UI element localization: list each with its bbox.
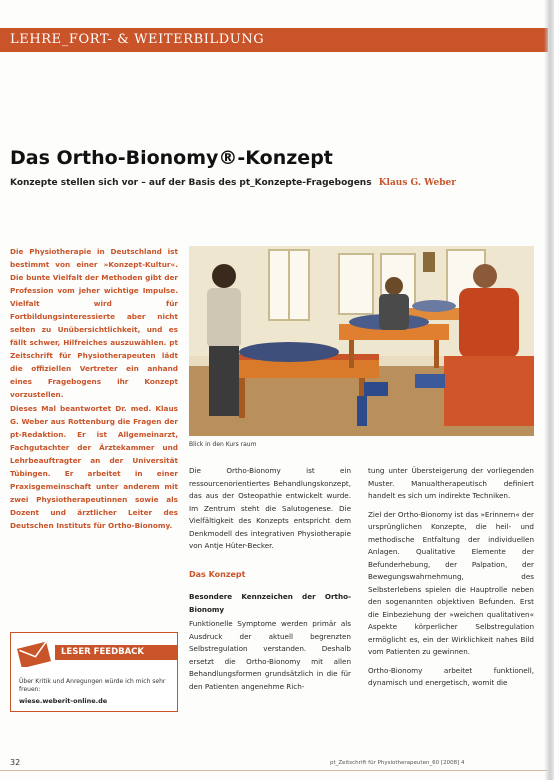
photo-caption: Blick in den Kurs raum bbox=[189, 441, 257, 448]
body-paragraph: Die Ortho-Bionomy ist ein ressourcenorientiertes Behandlungskonzept, das aus der Osteopathie entwickelt wurde. Im Zentrum steht die Salutogenese. Die Vielfältigkeit des Konzepts entspricht dem Denkmodell des integrativen Physiotherapie von Antje Hüter-Becker. bbox=[189, 466, 351, 550]
body-paragraph: Funktionelle Symptome werden primär als Ausdruck der aktuell begrenzten Selbstregulation verstanden. Deshalb ersetzt die Ortho-Bionomy mit allen Behandlungsformen grundsätzlich in die für den Patienten angenehme Rich- bbox=[189, 619, 351, 691]
body-paragraph: Ortho-Bionomy arbeitet funktionell, dynamisch und energetisch, womit die bbox=[368, 665, 534, 687]
reader-feedback-box bbox=[10, 632, 178, 712]
feedback-text: Über Kritik und Anregungen würde ich mich sehr freuen: bbox=[19, 678, 166, 693]
feedback-link[interactable]: wiese.weberit-online.de bbox=[19, 697, 108, 705]
body-column-left bbox=[189, 465, 351, 699]
section-heading: Das Konzept bbox=[189, 569, 246, 579]
journal-footer: pt_Zeitschrift für Physiotherapeuten_60 [2008] 4 bbox=[330, 760, 465, 766]
photo-illustration bbox=[189, 246, 534, 436]
feedback-heading: LESER FEEDBACK bbox=[55, 645, 177, 660]
intro-paragraph: Die Physiotherapie in Deutschland ist bestimmt von einer »Konzept-Kultur«. Die bunte Vielfalt der Methoden gibt der Profession vom jeher wichtige Impulse. Vielfalt wird für Fortbildungsinteressierte aber nicht selten zu Unübersichtlichkeit, und es fällt schwer, Hilfreiches auszuwählen. pt Zeitschrift für Physiotherapeuten lädt die offiziellen Vertreter ein anhand eines Fragebogens ihr Konzept vorzustellen. bbox=[10, 247, 178, 399]
footer-rule bbox=[0, 770, 548, 771]
body-paragraph: Ziel der Ortho-Bionomy ist das »Erinnern« der ursprünglichen Konzepte, die heil- und methodische Entfaltung der individuellen Anlagen. Qualitative Elemente der Befunderhebung, der Palpation, der Bewegungswahrnehmung, des Selbsterlebens spielen die Hauptrolle neben den sogenannten objektiven Befunden. Erst die Einbeziehung der »weichen qualitativen« Aspekte körperlicher Selbstregulation ermöglicht es, ein der Wirklichkeit nahes Bild vom Patienten zu gewinnen. bbox=[368, 509, 534, 656]
body-column-right bbox=[368, 465, 534, 696]
section-banner-label: LEHRE_FORT- & WEITERBILDUNG bbox=[10, 32, 265, 47]
body-paragraph: tung unter Übersteigerung der vorliegenden Muster. Manualtherapeutisch definiert handelt es sich um indirekte Techniken. bbox=[368, 466, 534, 500]
page-number: 32 bbox=[10, 758, 21, 767]
course-room-photo bbox=[189, 246, 534, 436]
page-edge-shadow bbox=[544, 0, 554, 780]
article-subtitle-text: Konzepte stellen sich vor – auf der Basis des pt_Konzepte-Fragebogens bbox=[10, 178, 372, 188]
envelope-icon bbox=[17, 639, 53, 667]
intro-paragraph: Dieses Mal beantwortet Dr. med. Klaus G. Weber aus Rottenburg die Fragen der pt-Redaktion. Er ist Allgemeinarzt, Fachgutachter der Ärztekammer und Lehrbeauftragter an der Universität Tübingen. Er arbeitet in einer Praxisgemeinschaft unter anderem mit zwei Physiotherapeutinnen sowie als Dozent und ärztlicher Leiter des Deutschen Instituts für Ortho-Bionomy. bbox=[10, 404, 178, 530]
article-subtitle bbox=[10, 178, 456, 188]
section-banner bbox=[0, 28, 548, 52]
article-intro bbox=[10, 245, 178, 533]
article-title: Das Ortho-Bionomy®-Konzept bbox=[10, 147, 333, 169]
article-author: Klaus G. Weber bbox=[378, 178, 457, 188]
sub-heading: Besondere Kennzeichen der Ortho-Bionomy bbox=[189, 592, 351, 614]
